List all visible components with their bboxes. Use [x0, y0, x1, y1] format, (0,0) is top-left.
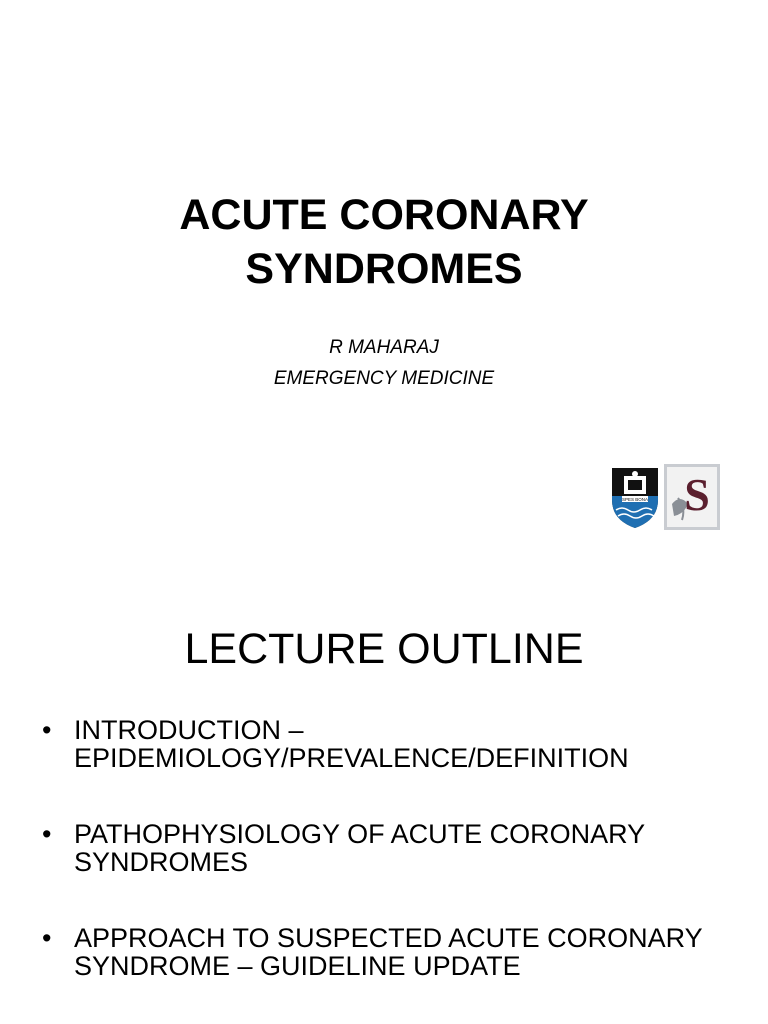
crest-motto: SPES BONA	[621, 497, 649, 502]
list-item	[0, 924, 768, 980]
list-item-text: APPROACH TO SUSPECTED ACUTE CORONARY SYNDROME – GUIDELINE UPDATE	[74, 923, 703, 981]
bullet-icon: •	[42, 923, 52, 953]
bullet-icon: •	[42, 819, 52, 849]
list-item-text: INTRODUCTION – EPIDEMIOLOGY/PREVALENCE/DEFINITION	[74, 715, 629, 773]
stellenbosch-logo	[664, 464, 720, 530]
institution-logos	[608, 464, 720, 530]
list-item	[0, 716, 768, 772]
list-item	[0, 820, 768, 876]
list-item-text: PATHOPHYSIOLOGY OF ACUTE CORONARY SYNDROMES	[74, 819, 645, 877]
presentation-title	[0, 188, 768, 296]
outline-list	[0, 716, 768, 980]
title-line-2: SYNDROMES	[245, 245, 523, 293]
title-line-1: ACUTE CORONARY	[179, 191, 589, 239]
bullet-icon: •	[42, 715, 52, 745]
author-name: R MAHARAJ	[329, 337, 439, 358]
logo-letter: S	[684, 469, 710, 520]
university-crest-logo	[610, 466, 660, 530]
department-name: EMERGENCY MEDICINE	[273, 368, 495, 389]
outline-title: LECTURE OUTLINE	[184, 625, 584, 673]
presenter-info	[0, 332, 768, 394]
